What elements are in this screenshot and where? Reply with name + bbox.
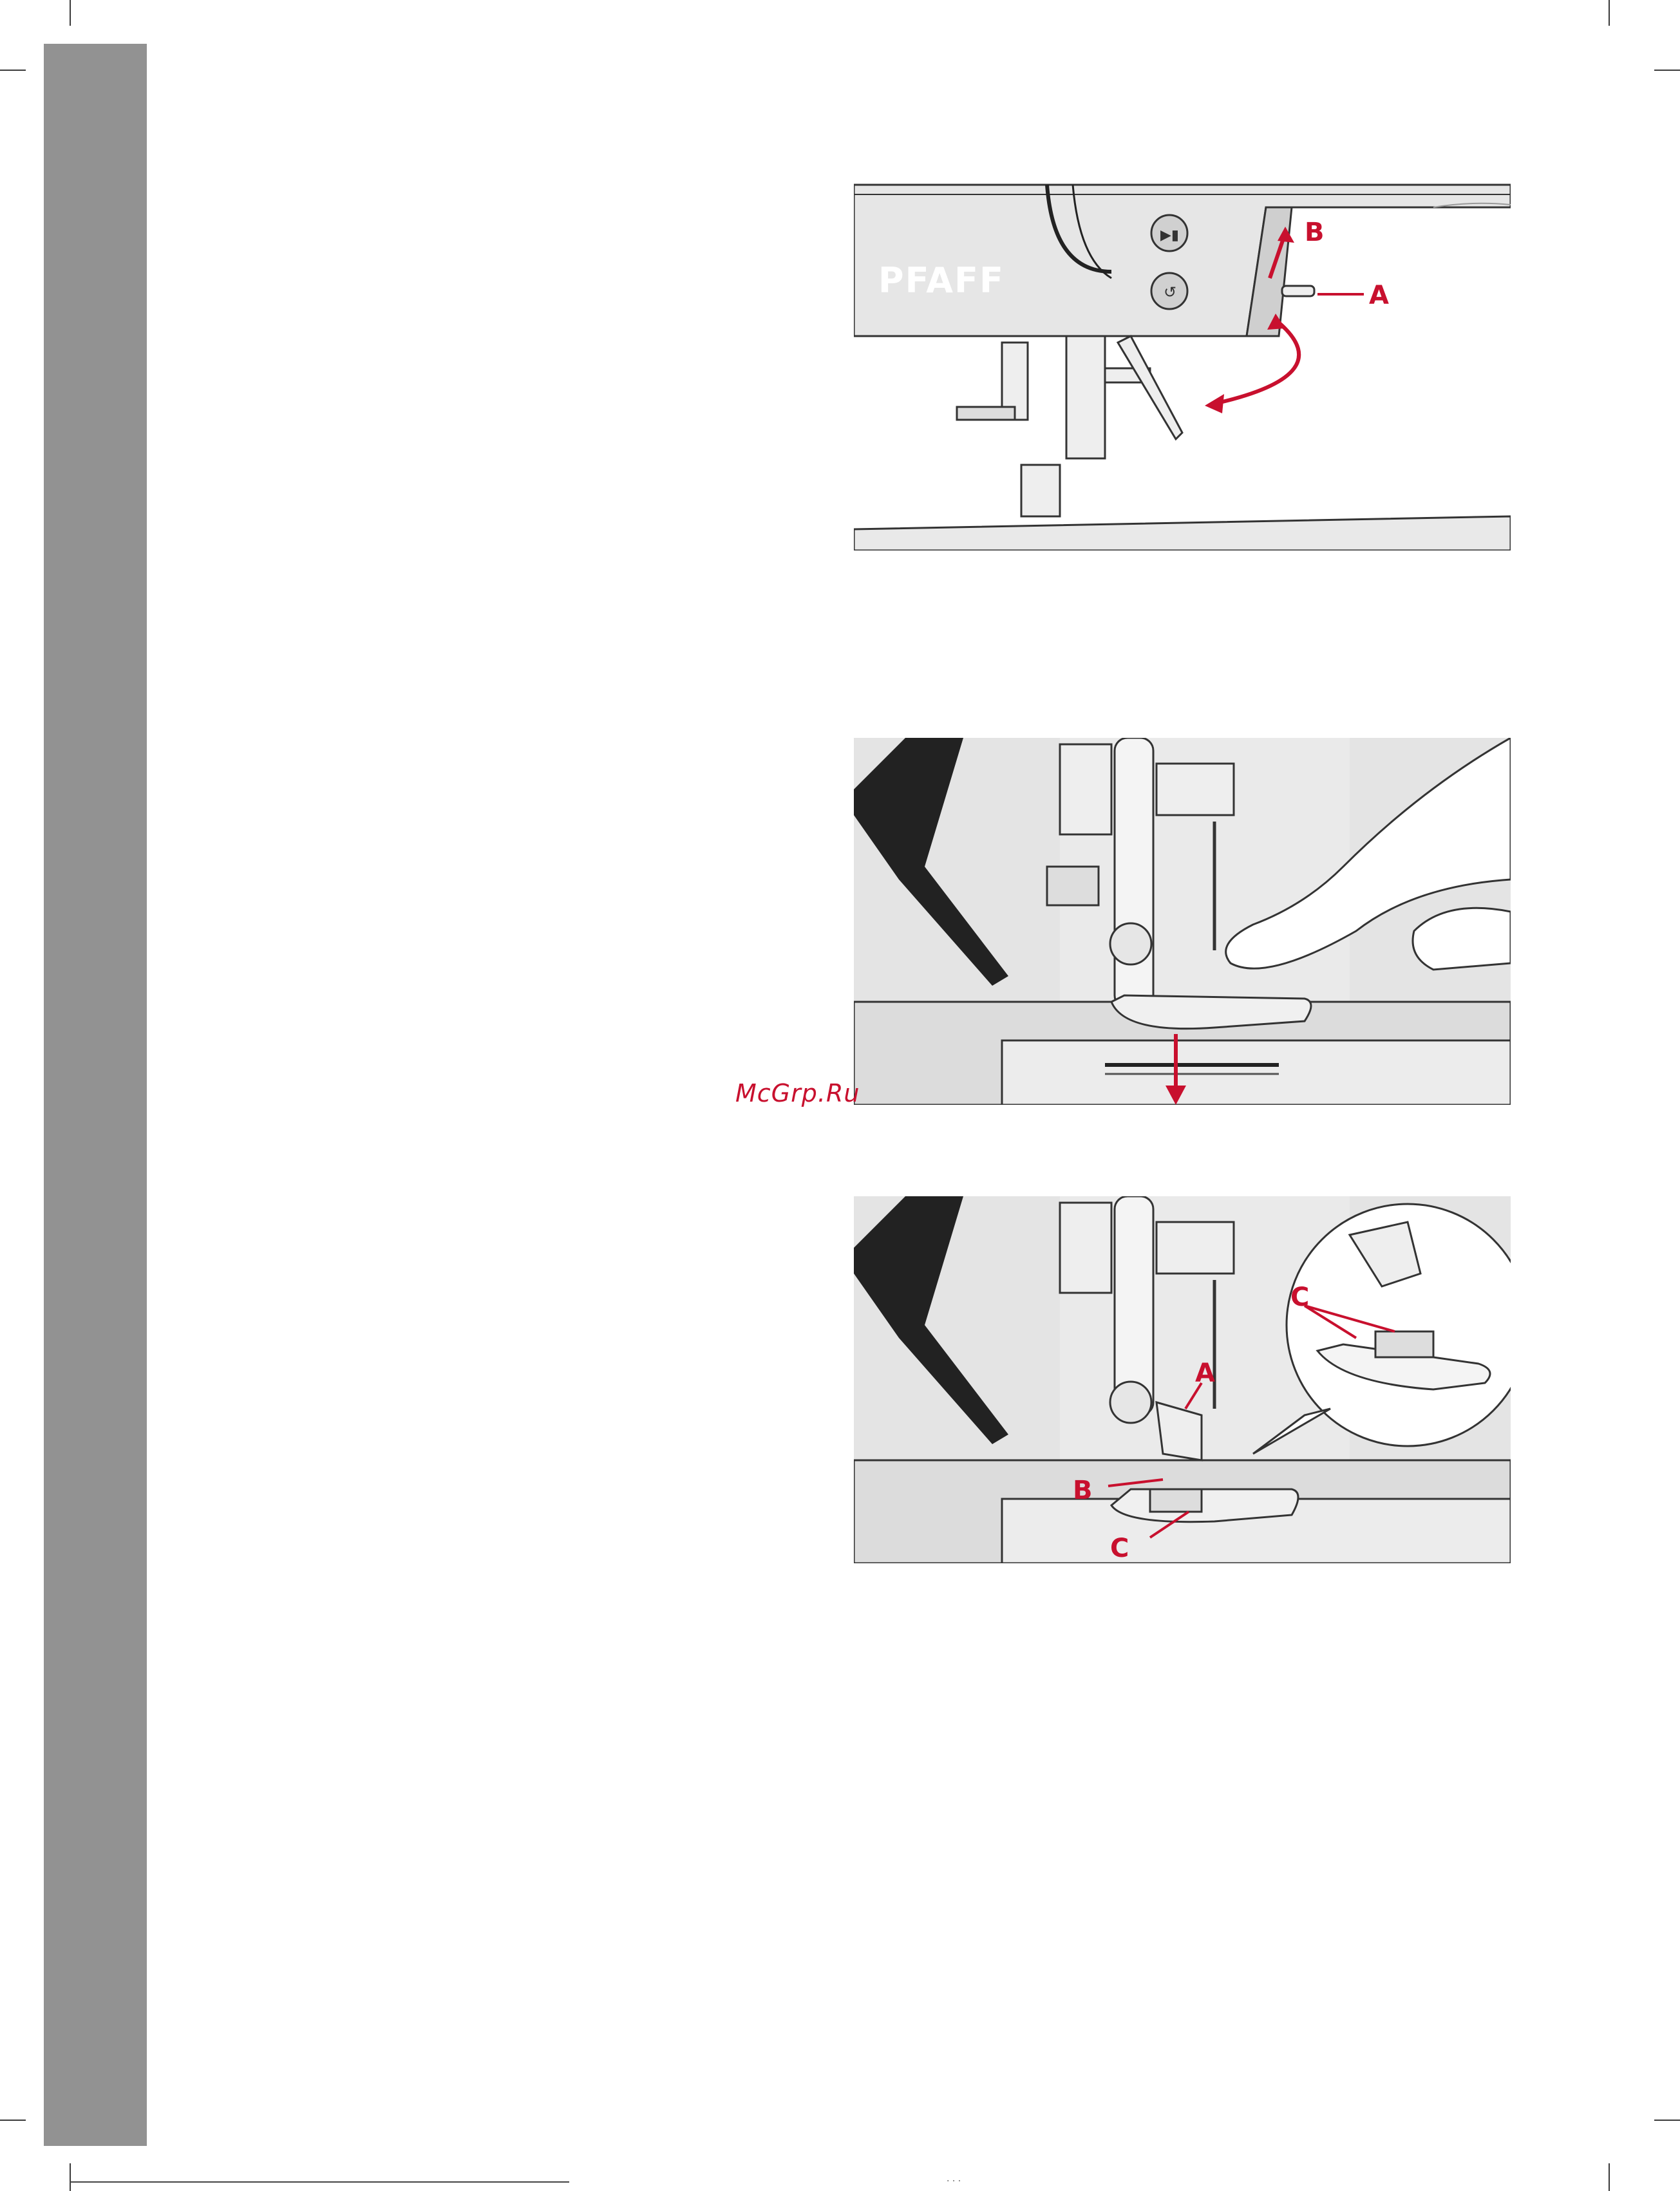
crop-mark [70, 2163, 71, 2191]
crop-mark [1654, 70, 1680, 71]
figure-attach-presser-foot [854, 1196, 1511, 1563]
brand-logo: PFAFF [878, 260, 1005, 301]
figure-2-illustration [854, 738, 1511, 1105]
svg-text:↺: ↺ [1164, 284, 1177, 301]
figure-3-illustration [854, 1196, 1511, 1563]
watermark: McGrp.Ru [735, 1079, 860, 1107]
callout-b: B [1073, 1476, 1093, 1505]
footer-rule [70, 2181, 569, 2183]
crop-mark [0, 2120, 26, 2121]
callout-c: C [1110, 1534, 1129, 1563]
lever-icon [1282, 286, 1314, 296]
crop-mark [1609, 0, 1610, 26]
figure-1-illustration [854, 182, 1511, 550]
crop-mark [0, 70, 26, 71]
callout-c-inset: C [1290, 1283, 1310, 1312]
svg-text:▶▮: ▶▮ [1160, 227, 1180, 243]
footer-mark: · · · [947, 2176, 961, 2186]
callout-a: A [1195, 1359, 1215, 1388]
crop-mark [1609, 2163, 1610, 2191]
figure-remove-presser-foot [854, 738, 1511, 1105]
callout-a: A [1369, 281, 1389, 310]
side-bar [44, 44, 147, 2146]
figure-presser-foot-lever [854, 182, 1511, 550]
callout-b: B [1305, 218, 1325, 247]
crop-mark [1654, 2120, 1680, 2121]
crop-mark [70, 0, 71, 26]
